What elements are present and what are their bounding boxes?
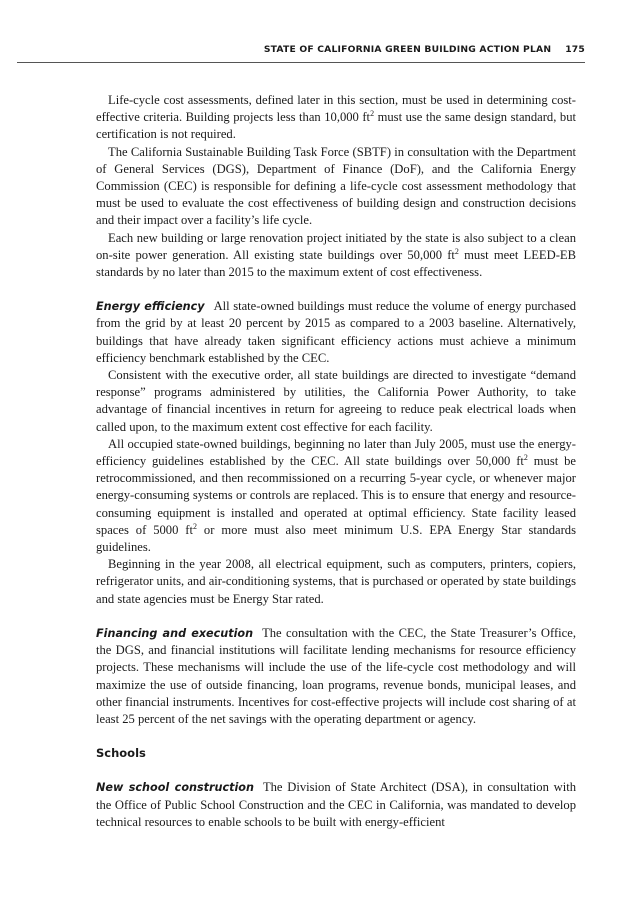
text-run: must use the same design standard, but certification is not required. [96,110,576,142]
section-gap [96,762,576,779]
paragraph-occupied-buildings [96,436,576,556]
paragraph-lifecycle-assessment [96,92,576,144]
energy-efficiency-heading: Energy efficiency [96,300,205,314]
superscript: 2 [523,453,528,463]
text-run: Life-cycle cost assessments, defined later in this section, must be used in determining cost-effective criteria. Building projects less than 10,000 ft [96,93,576,125]
page-body [96,92,576,831]
paragraph-new-school-construction [96,779,576,831]
paragraph-financing [96,625,576,728]
section-gap [96,728,576,745]
page-number: 175 [565,44,585,55]
text-run: The consultation with the CEC, the State Treasurer’s Office, the DGS, and financial institutions will facilitate lending mechanisms for resource efficiency projects. These mechanisms will include the use of the life-cycle cost methodology and will maximize the use of outside financing, loan programs, revenue bonds, municipal leases, and other financial instruments. Incentives for cost-effective projects will include cost sharing of at least 25 percent of the net savings with the operating department or agency. [96,625,576,726]
text-run: or more must also meet minimum U.S. EPA Energy Star standards guidelines. [96,522,577,555]
text-run: All occupied state-owned buildings, beginning no later than July 2005, must use the energy-efficiency guidelines established by the CEC. All state buildings over 50,000 ft [96,436,576,469]
text-run: Each new building or large renovation project initiated by the state is also subject to a clean on-site power generation. All existing state buildings over 50,000 ft [96,230,576,262]
running-title: STATE OF CALIFORNIA GREEN BUILDING ACTION PLAN [263,44,552,55]
text-run: The Division of State Architect (DSA), in consultation with the Office of Public School Construction and the CEC in California, was mandated to develop technical resources to enable schools to be built with energy-efficient [96,780,576,829]
text-run: must meet LEED-EB standards by no later than 2015 to the maximum extent of cost effectiveness. [96,247,576,280]
paragraph-sbtf: The California Sustainable Building Task Force (SBTF) in consultation with the Department of General Services (DGS), Department of Finance (DoF), and the California Energy Commission (CEC) is responsible for defining a life-cycle cost assessment methodology that must be used to evaluate the cost effectiveness of building design and construction decisions and their impact over a facility’s life cycle. [96,144,576,228]
financing-heading: Financing and execution [96,626,254,640]
paragraph-new-building [96,230,576,282]
schools-heading: Schools [96,746,146,761]
running-header [17,44,585,63]
paragraph-demand-response: Consistent with the executive order, all state buildings are directed to investigate “demand response” programs administered by utilities, the California Power Authority, to take advantage of financial incentives in return for agreeing to reduce peak electrical loads when called upon, to the maximum extent cost effective for each facility. [96,368,576,434]
superscript: 2 [370,109,375,119]
paragraph-energy-star: Beginning in the year 2008, all electrical equipment, such as computers, printers, copiers, refrigerator units, and air-conditioning systems, that is purchased or operated by state buildings and state agencies must be Energy Star rated. [96,557,576,606]
text-run: All state-owned buildings must reduce the volume of energy purchased from the grid by at least 20 percent by 2015 as compared to a 2003 baseline. Alternatively, buildings that have already taken significant efficiency actions must achieve a minimum efficiency benchmark established by the CEC. [96,299,576,365]
paragraph-energy-efficiency [96,298,576,367]
superscript: 2 [454,246,459,256]
section-gap [96,608,576,625]
new-school-construction-heading: New school construction [96,781,254,795]
section-gap [96,281,576,298]
superscript: 2 [193,521,197,531]
text-run: must be retrocommissioned, and then recommissioned on a recurring 5-year cycle, or whenever major energy-consuming systems or controls are replaced. This is to ensure that energy and resource-consuming equipment is installed and operated at optimal efficiency. State facility leased spaces of 5000 ft [96,454,576,537]
